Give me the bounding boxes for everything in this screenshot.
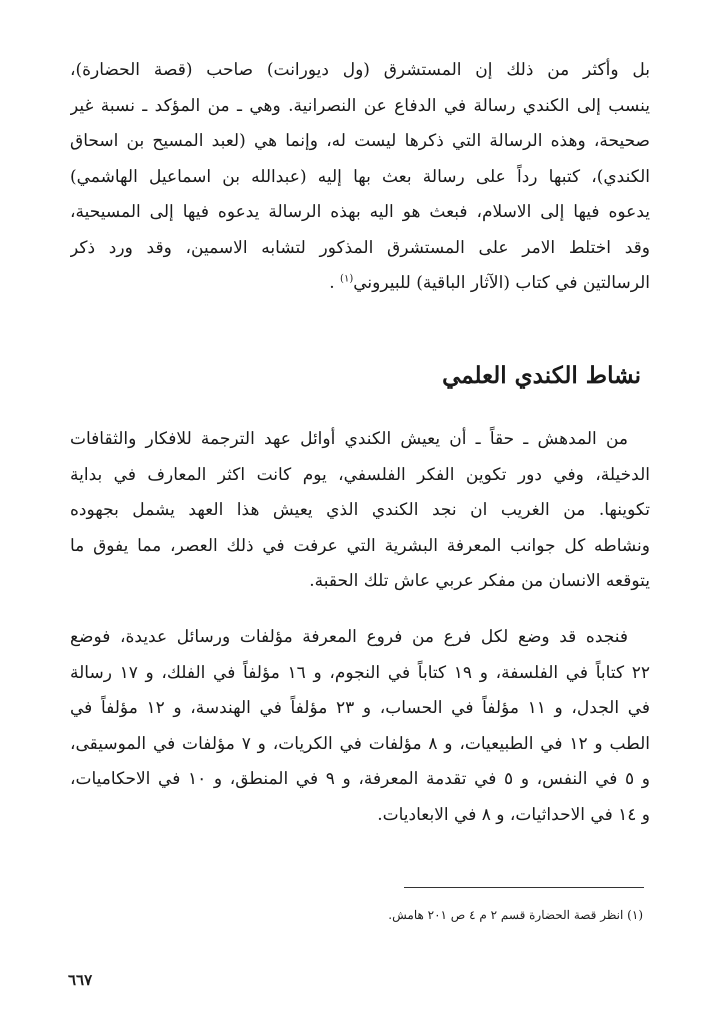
text-line: فنجده قد وضع لكل فرع من فروع المعرفة مؤلفات ورسائل عديدة، فوضع bbox=[70, 627, 628, 647]
paragraph-activity bbox=[70, 422, 650, 600]
text-line: وقد اختلط الامر على المستشرق المذكور لتشابه الاسمين، وقد ورد ذكر bbox=[70, 237, 650, 258]
text-line: و ٥ في النفس، و ٥ في تقدمة المعرفة، و ٩ في المنطق، و ١٠ في الاحكاميات، bbox=[70, 769, 650, 789]
text-line-content: الرسالتين في كتاب (الآثار الباقية) للبيروني bbox=[353, 273, 650, 293]
text-line: ٢٢ كتاباً في الفلسفة، و ١٩ كتاباً في النجوم، و ١٦ مؤلفاً في الفلك، و ١٧ رسالة bbox=[70, 662, 650, 683]
text-line: في الجدل، و ١١ مؤلفاً في الحساب، و ٢٣ مؤلفاً في الهندسة، و ١٢ مؤلفاً في bbox=[70, 698, 650, 718]
text-line: تكوينها. من الغريب ان نجد الكندي الذي يعيش هذا العهد يشمل بجهوده bbox=[70, 500, 650, 520]
section-heading: نشاط الكندي العلمي bbox=[442, 362, 641, 389]
page-number: ٦٦٧ bbox=[68, 971, 93, 989]
text-line: ينسب إلى الكندي رسالة في الدفاع عن النصرانية. وهي ـ من المؤكد ـ نسبة غير bbox=[70, 95, 650, 116]
footnote: (١) انظر قصة الحضارة قسم ٢ م ٤ ص ٢٠١ هامش. bbox=[388, 908, 643, 922]
footnote-separator bbox=[404, 887, 644, 888]
text-line: الطب و ١٢ في الطبيعيات، و ٨ مؤلفات في الكريات، و ٧ مؤلفات في الموسيقى، bbox=[70, 733, 650, 754]
paragraph-intro bbox=[70, 53, 650, 302]
text-line: يتوقعه الانسان من مفكر عربي عاش تلك الحقبة. bbox=[309, 571, 650, 591]
text-line: بل وأكثر من ذلك إن المستشرق (ول ديورانت) صاحب (قصة الحضارة)، bbox=[70, 60, 650, 80]
text-line: صحيحة، وهذه الرسالة التي ذكرها ليست له، وإنما هي (لعبد المسيح بن اسحاق bbox=[70, 131, 650, 151]
footnote-marker[interactable]: (١) bbox=[340, 273, 354, 285]
text-line: من المدهش ـ حقاً ـ أن يعيش الكندي أوائل عهد الترجمة للافكار والثقافات bbox=[70, 429, 628, 449]
text-line: الكندي)، كتبها رداً على رسالة بعث بها إليه (عبدالله بن اسماعيل الهاشمي) bbox=[70, 166, 650, 187]
text-line: يدعوه فيها إلى الاسلام، فبعث هو اليه بهذه الرسالة يدعوه فيها إلى المسيحية، bbox=[70, 202, 650, 222]
text-line: ونشاطه كل جوانب المعرفة البشرية التي عرفت في ذلك العصر، مما يفوق ما bbox=[70, 535, 650, 556]
paragraph-works bbox=[70, 620, 650, 833]
text-line bbox=[70, 266, 650, 302]
text-line: و ١٤ في الاحداثيات، و ٨ في الابعاديات. bbox=[377, 804, 650, 825]
line-end-punctuation: . bbox=[329, 273, 341, 293]
text-line: الدخيلة، وفي دور تكوين الفكر الفلسفي، يوم كانت اكثر المعارف في بداية bbox=[70, 464, 650, 485]
